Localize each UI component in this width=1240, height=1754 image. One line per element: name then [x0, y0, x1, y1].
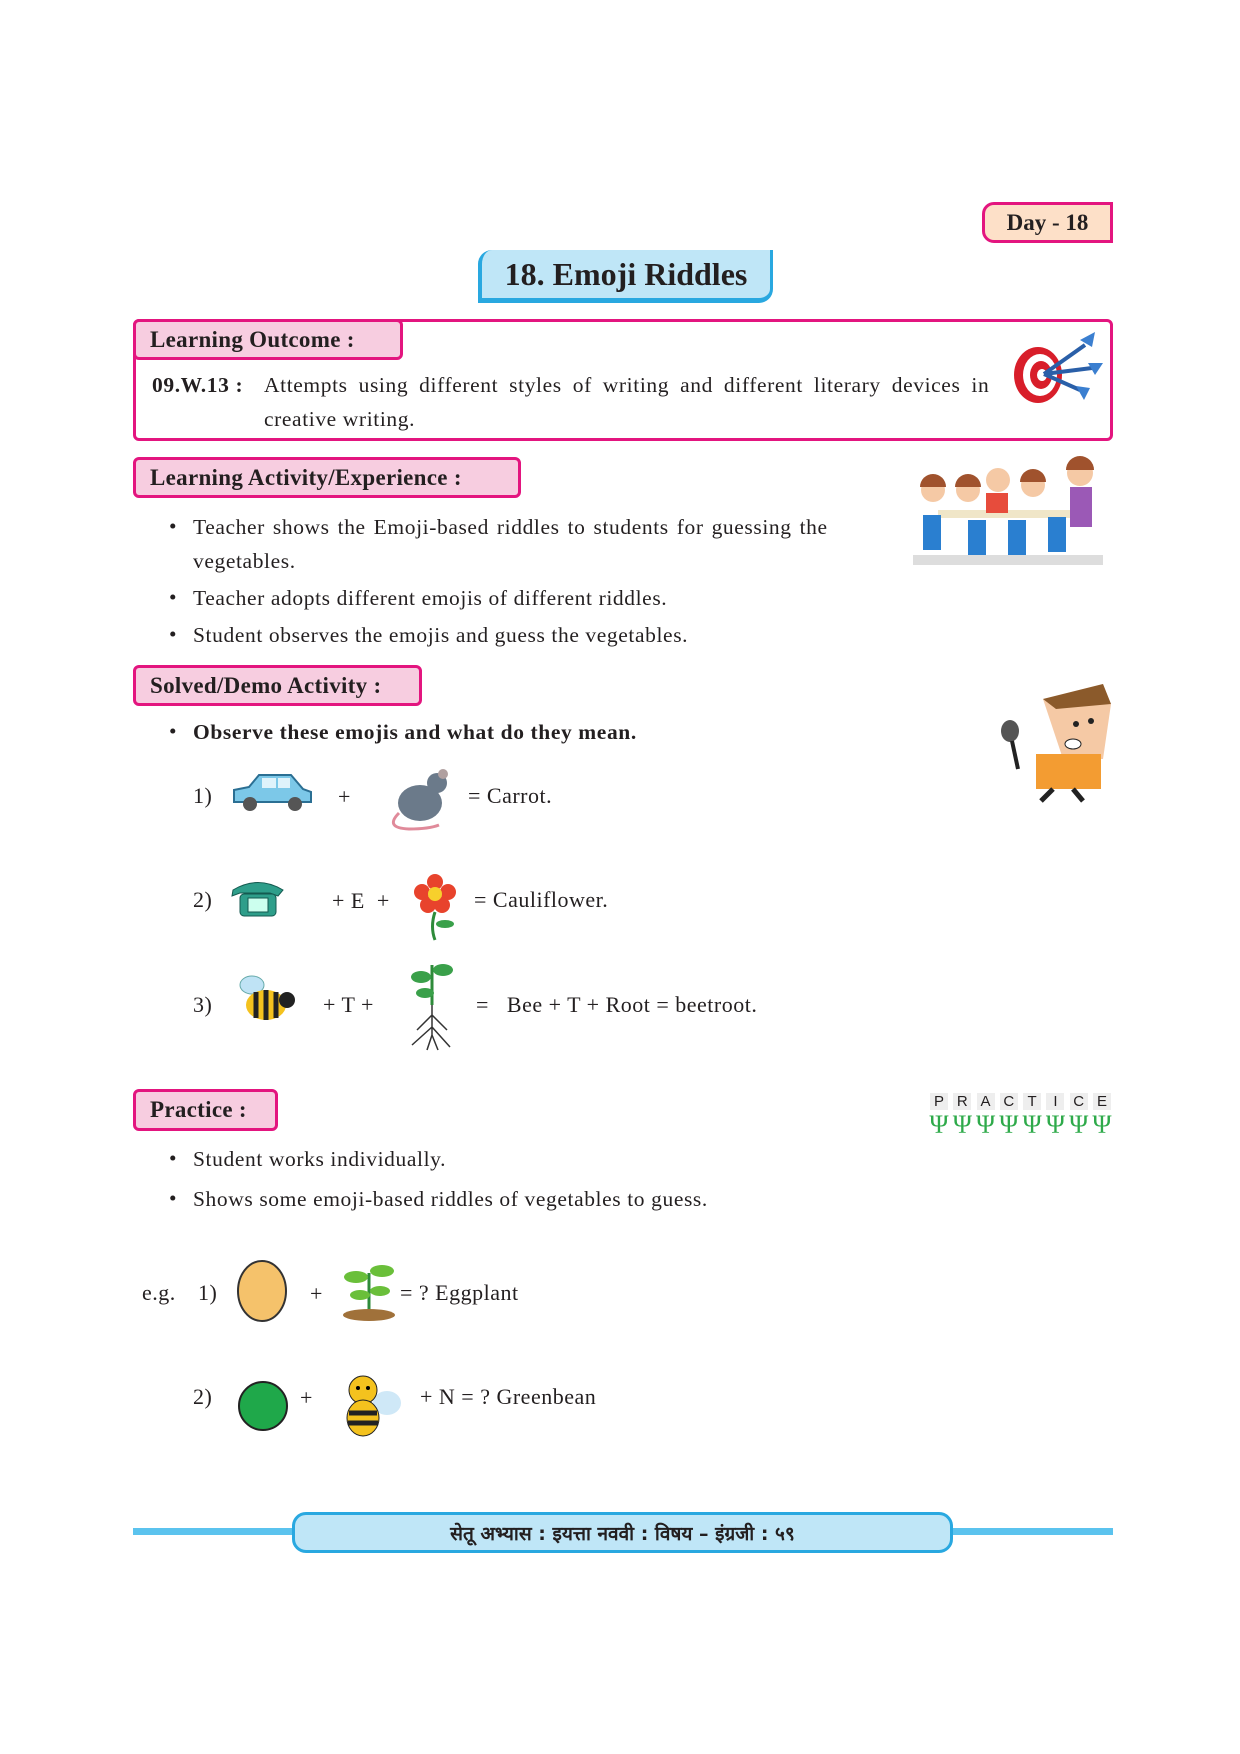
riddle-middle: + E +	[332, 888, 390, 913]
footer-banner: सेतू अभ्यास : इयत्ता नववी : विषय – इंग्रजी : ५९	[292, 1512, 953, 1553]
plus-sign: +	[300, 1385, 313, 1410]
plus-sign: +	[310, 1281, 323, 1306]
practice-letter: R Ψ	[952, 1093, 972, 1139]
man-with-microphone-illustration	[998, 679, 1113, 804]
eg-label: e.g.	[142, 1280, 176, 1305]
bee-icon	[232, 970, 297, 1030]
target-dart-icon	[1010, 330, 1105, 410]
practice-label: Practice :	[133, 1089, 278, 1131]
bullet-icon: •	[169, 1186, 177, 1210]
outcome-text: Attempts using different styles of writing and different literary devices in	[264, 373, 990, 397]
bullet-icon: •	[169, 514, 177, 538]
green-circle-icon	[237, 1380, 289, 1432]
car-icon	[230, 772, 315, 814]
practice-letter: C Ψ	[999, 1093, 1019, 1139]
bullet-icon: •	[169, 1146, 177, 1170]
practice-letter: C Ψ	[1069, 1093, 1089, 1139]
plant-with-root-icon	[405, 955, 460, 1055]
riddle-number: 2)	[193, 887, 213, 912]
outcome-code: 09.W.13 :	[152, 373, 244, 397]
riddle-middle: + T +	[323, 992, 374, 1017]
flower-icon	[410, 872, 460, 942]
example-result: + N = ? Greenbean	[420, 1384, 597, 1409]
practice-bullet-2: Shows some emoji-based riddles of vegetables to guess.	[193, 1187, 708, 1211]
egg-icon	[235, 1253, 290, 1323]
rat-icon	[385, 765, 455, 833]
children-at-table-illustration	[908, 455, 1113, 568]
example-number: 1)	[198, 1280, 218, 1305]
practice-letter: T Ψ	[1022, 1093, 1042, 1139]
bullet-icon: •	[169, 585, 177, 609]
outcome-text-2: creative writing.	[264, 407, 416, 431]
learning-activity-label: Learning Activity/Experience :	[133, 457, 521, 498]
day-badge: Day - 18	[982, 202, 1113, 243]
example-number: 2)	[193, 1384, 213, 1409]
solved-instruction: Observe these emojis and what do they mean.	[193, 720, 637, 744]
riddle-result: = Cauliflower.	[474, 887, 609, 912]
practice-bullet-1: Student works individually.	[193, 1147, 447, 1171]
telephone-icon	[230, 878, 285, 920]
riddle-number: 1)	[193, 783, 213, 808]
bullet-icon: •	[169, 622, 177, 646]
plus-sign: +	[338, 784, 351, 809]
riddle-number: 3)	[193, 992, 213, 1017]
practice-letter: I Ψ	[1045, 1093, 1065, 1139]
activity-bullet-1: Teacher shows the Emoji-based riddles to students for guessing the	[193, 515, 828, 539]
practice-letter: E Ψ	[1092, 1093, 1112, 1139]
solved-activity-label: Solved/Demo Activity :	[133, 665, 422, 706]
activity-bullet-3: Student observes the emojis and guess the vegetables.	[193, 623, 689, 647]
learning-outcome-label: Learning Outcome :	[133, 319, 403, 360]
riddle-result: = Bee + T + Root = beetroot.	[476, 992, 758, 1017]
riddle-result: = Carrot.	[468, 783, 553, 808]
cartoon-bee-icon	[335, 1368, 403, 1440]
bullet-icon: •	[169, 719, 177, 743]
sapling-plant-icon	[338, 1255, 400, 1323]
activity-bullet-1-cont: vegetables.	[193, 549, 296, 573]
example-result: = ? Eggplant	[400, 1280, 519, 1305]
page-title: 18. Emoji Riddles	[478, 250, 773, 303]
practice-letter: A Ψ	[975, 1093, 996, 1139]
activity-bullet-2: Teacher adopts different emojis of different riddles.	[193, 586, 668, 610]
practice-badge	[928, 1093, 1113, 1153]
practice-letter: P Ψ	[929, 1093, 949, 1139]
